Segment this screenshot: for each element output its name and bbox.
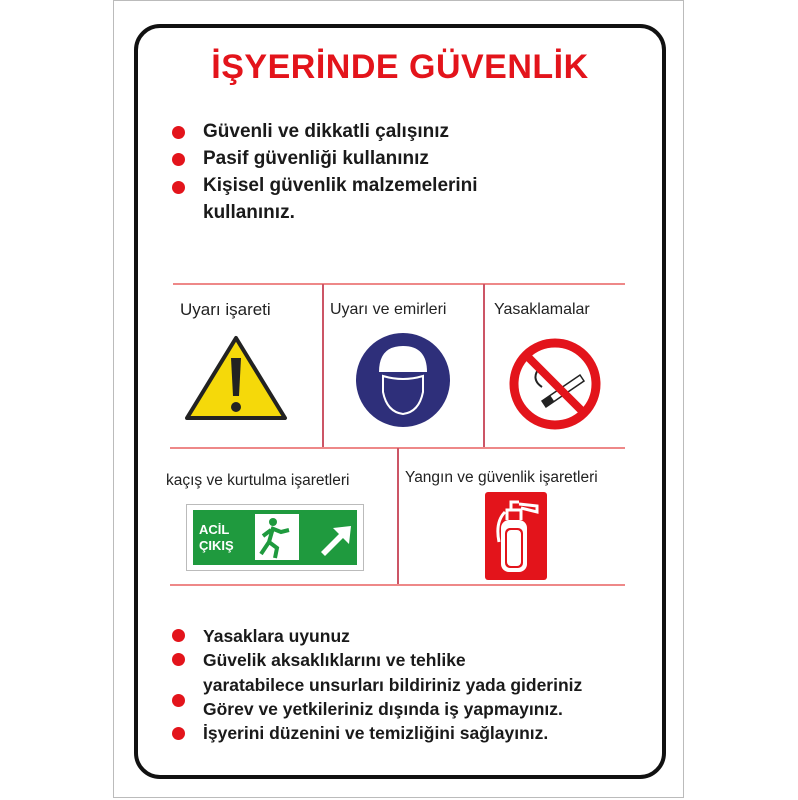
divider [173,283,625,285]
emergency-exit-sign [186,504,364,571]
bottom-item: Görev ve yetkileriniz dışında iş yapmayınız. [203,699,563,719]
top-item: Kişisel güvenlik malzemelerini [203,175,478,196]
exit-sign-text-1: ACİL [199,522,230,537]
bullet-icon [172,153,185,166]
prohibition-heading: Yasaklamalar [494,301,590,318]
bottom-item: yaratabilece unsurları bildiriniz yada gideriniz [203,675,583,695]
top-item: kullanınız. [203,202,295,223]
bullet-icon [172,727,185,740]
mandatory-heading: Uyarı ve emirleri [330,301,447,318]
divider [322,284,324,447]
warning-triangle-icon [183,334,289,424]
sign-title: İŞYERİNDE GÜVENLİK [211,48,589,86]
escape-heading: kaçış ve kurtulma işaretleri [166,472,350,489]
top-item: Güvenli ve dikkatli çalışınız [203,121,450,142]
bullet-icon [172,694,185,707]
bottom-item: İşyerini düzenini ve temizliğini sağlayınız. [203,723,549,743]
bullet-icon [172,653,185,666]
bottom-item: Yasaklara uyunuz [203,626,350,646]
fire-extinguisher-icon [485,492,547,580]
bullet-icon [172,629,185,642]
top-item: Pasif güvenliği kullanınız [203,148,429,169]
exit-sign-text-2: ÇIKIŞ [199,538,234,553]
divider [483,284,485,447]
fire-heading: Yangın ve güvenlik işaretleri [405,469,598,486]
warning-heading: Uyarı işareti [180,300,271,319]
running-man-arrow-icon [253,510,357,565]
divider [397,448,399,584]
no-smoking-icon [508,337,602,431]
bottom-item: Güvelik aksaklıklarını ve tehlike [203,650,466,670]
hard-hat-icon [355,332,451,428]
bullet-icon [172,126,185,139]
bullet-icon [172,181,185,194]
divider [170,584,625,586]
